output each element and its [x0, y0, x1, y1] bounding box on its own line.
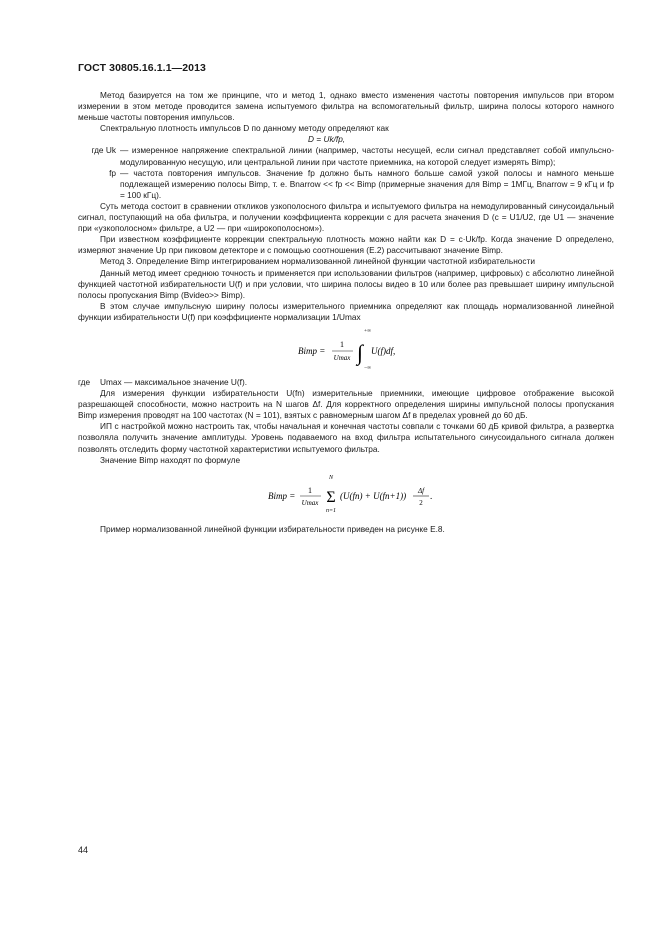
definition-umax: [78, 377, 614, 388]
paragraph: Метод 3. Определение Bimp интегрированием нормализованной линейной функции частотной избирательности: [100, 256, 536, 267]
definition-uk: [78, 145, 614, 167]
paragraph: При известном коэффициенте коррекции спектральную плотность можно найти как D = c·Uk/fp. Когда значение D определено, измеряют значение Up при пиковом детекторе и с помощью соотношения (Е.2) рассчитывают значение Bimp.: [78, 234, 614, 256]
definition-text: — измеренное напряжение спектральной линии (например, частоты несущей, если сигнал представляет собой импульсно-модулированную несущую, или центральной линии при частоте приемника, на которой следует измерять Bimp);: [120, 145, 614, 167]
formula-d: D = Uk/fp,: [308, 134, 346, 145]
integral-body: U(f)df,: [371, 345, 396, 356]
formula-integral: [78, 323, 614, 377]
paragraph: Спектральную плотность импульсов D по данному методу определяют как: [100, 123, 389, 134]
sum-sign: Σ: [326, 488, 336, 506]
paragraph: Суть метода состоит в сравнении откликов узкополосного фильтра и испытуемого фильтра на немодулированный синусоидальный сигнал, поступающий на оба фильтра, и получении коэффициента коррекции c для расчета значения D (c = U1/U2, где U1 — значение при «узкополосном» фильтре, а U2 — при «широкополосном»).: [78, 200, 614, 234]
document-body: [78, 90, 614, 535]
paragraph: Для измерения функции избирательности U(fn) измерительные приемники, имеющие цифровое отображение высокой разрешающей способности, можно настроить на N шагов Δf. Для корректного определения ширины импульсной полосы пропускания Bimp измерения проводят на 100 частотах (N = 101), взятых с равномерным шагом Δf в пределах уровней до 60 дБ.: [78, 388, 614, 421]
step-numerator: Δf: [417, 486, 425, 495]
sum-upper: N: [328, 474, 334, 481]
formula-numerator: 1: [340, 339, 344, 349]
definition-symbol: fp: [109, 167, 116, 178]
integral-upper: +∞: [364, 327, 372, 334]
integral-lower: −∞: [364, 364, 372, 371]
definition-fp: [78, 168, 614, 201]
formula-lhs: Bimp =: [268, 490, 296, 501]
formula-lhs: Bimp =: [298, 345, 326, 356]
sum-body: (U(fn) + U(fn+1)): [340, 490, 407, 501]
paragraph: Данный метод имеет среднюю точность и применяется при использовании фильтров (например, цифровых) с абсолютно линейной функцией частотной избирательности U(f) и при условии, что ширина полосы видео в 10 или более раз превышает ширину импульсной полосы пропускания Bimp (Bvideo>> Bimp).: [78, 267, 614, 300]
formula-numerator: 1: [308, 485, 312, 495]
formula-denominator: Umax: [333, 353, 351, 362]
formula-period: .: [430, 490, 433, 501]
sum-formula-svg: [78, 466, 614, 524]
document-header: ГОСТ 30805.16.1.1—2013: [78, 62, 206, 74]
paragraph: В этом случае импульсную ширину полосы измерительного приемника определяют как площадь нормализованной линейной функции избирательности U(f) при коэффициенте нормализации 1/Umax: [78, 300, 614, 322]
sum-lower: n=1: [325, 507, 337, 514]
definition-symbol: где Uk: [91, 145, 116, 156]
paragraph: ИП с настройкой можно настроить так, чтобы начальная и конечная частоты совпали с точками 60 дБ кривой фильтра, а развертка позволяла получить значение амплитуды. Уровень подаваемого на вход фильтра испытательного синусоидального сигнала должен позволять отследить форму частотной характеристики испытуемого фильтра.: [78, 421, 614, 454]
definition-text: — частота повторения импульсов. Значение fp должно быть намного больше самой узкой полосы и намного меньше подлежащей измерению полосы Bimp, т. е. Bnarrow << fp << Bimp (примерные значения для Bimp = 1МГц, Bnarrow = 9 кГц и fp = 100 кГц).: [120, 167, 614, 200]
paragraph: Значение Bimp находят по формуле: [100, 454, 241, 465]
formula-sum: [78, 466, 614, 524]
integral-sign: ∫: [357, 339, 364, 365]
integral-formula-svg: [78, 323, 614, 377]
step-denominator: 2: [419, 498, 423, 507]
definition-text: Umax — максимальное значение U(f).: [100, 376, 248, 387]
paragraph: Метод базируется на том же принципе, что и метод 1, однако вместо изменения частоты повторения импульсов при втором измерении в этом методе проводится замена испытуемого фильтра на вспомогательный фильтр, ширина полосы которого намного меньше частоты повторения импульсов.: [78, 90, 614, 123]
definition-symbol: где: [78, 376, 91, 387]
page-number: 44: [78, 845, 89, 855]
paragraph: Пример нормализованной линейной функции избирательности приведен на рисунке Е.8.: [100, 523, 445, 534]
formula-denominator: Umax: [301, 498, 319, 507]
